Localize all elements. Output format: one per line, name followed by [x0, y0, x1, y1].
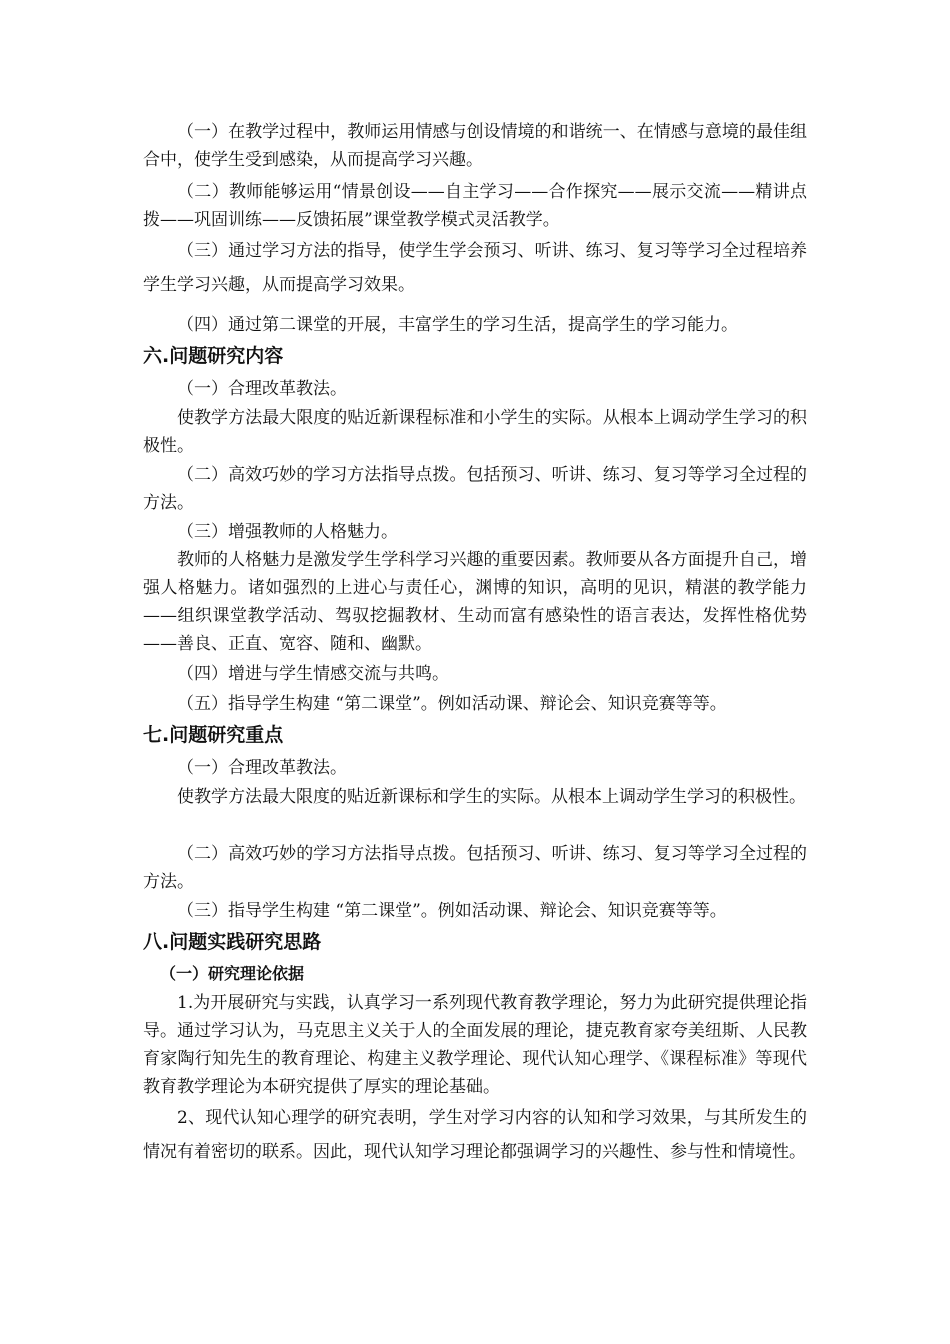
intro-paragraph-2: （二）教师能够运用“情景创设——自主学习——合作探究——展示交流——精讲点拨——巩固训练——反馈拓展”课堂教学模式灵活教学。	[143, 182, 807, 230]
section-6-item-2: （二）高效巧妙的学习方法指导点拨。包括预习、听讲、练习、复习等学习全过程的方法。	[143, 465, 807, 513]
section-8-subheading-1: （一）研究理论依据	[160, 964, 305, 983]
section-7-paragraph-1: 使教学方法最大限度的贴近新课标和学生的实际。从根本上调动学生学习的积极性。	[177, 787, 806, 807]
section-6-paragraph-2: 教师的人格魅力是激发学生学科学习兴趣的重要因素。教师要从各方面提升自己，增强人格魅力。诸如强烈的上进心与责任心，渊博的知识，高明的见识，精湛的教学能力——组织课堂教学活动、驾驭挖掘教材、生动而富有感染性的语言表达，发挥性格优势——善良、正直、宽容、随和、幽默。	[143, 550, 807, 654]
section-6-paragraph-1: 使教学方法最大限度的贴近新课程标准和小学生的实际。从根本上调动学生学习的积极性。	[143, 408, 807, 456]
section-6-item-4: （四）增进与学生情感交流与共鸣。	[177, 664, 449, 684]
section-7-item-1: （一）合理改革教法。	[177, 758, 347, 778]
section-6-item-5: （五）指导学生构建 “第二课堂”。例如活动课、辩论会、知识竞赛等等。	[177, 694, 727, 714]
intro-paragraph-1: （一）在教学过程中，教师运用情感与创设情境的和谐统一、在情感与意境的最佳组合中，使学生受到感染，从而提高学习兴趣。	[143, 122, 807, 170]
section-6-item-3: （三）增强教师的人格魅力。	[177, 522, 398, 542]
section-8-paragraph-1: 1.为开展研究与实践，认真学习一系列现代教育教学理论，努力为此研究提供理论指导。通过学习认为，马克思主义关于人的全面发展的理论，捷克教育家夸美纽斯、人民教育家陶行知先生的教育理论、构建主义教学理论、现代认知心理学、《课程标准》等现代教育教学理论为本研究提供了厚实的理论基础。	[143, 993, 807, 1097]
section-7-heading: 七.问题研究重点	[143, 724, 284, 746]
intro-paragraph-4: （四）通过第二课堂的开展，丰富学生的学习生活，提高学生的学习能力。	[177, 315, 738, 335]
section-7-item-2: （二）高效巧妙的学习方法指导点拨。包括预习、听讲、练习、复习等学习全过程的方法。	[143, 844, 807, 892]
intro-paragraph-3: （三）通过学习方法的指导，使学生学会预习、听讲、练习、复习等学习全过程培养学生学习兴趣，从而提高学习效果。	[143, 241, 807, 295]
section-8-heading: 八.问题实践研究思路	[143, 931, 322, 953]
section-7-item-3: （三）指导学生构建 “第二课堂”。例如活动课、辩论会、知识竞赛等等。	[177, 901, 727, 921]
section-6-heading: 六.问题研究内容	[143, 345, 284, 367]
section-6-item-1: （一）合理改革教法。	[177, 379, 347, 399]
section-8-paragraph-2: 2、现代认知心理学的研究表明，学生对学习内容的认知和学习效果，与其所发生的情况有着密切的联系。因此，现代认知学习理论都强调学习的兴趣性、参与性和情境性。	[143, 1108, 807, 1162]
